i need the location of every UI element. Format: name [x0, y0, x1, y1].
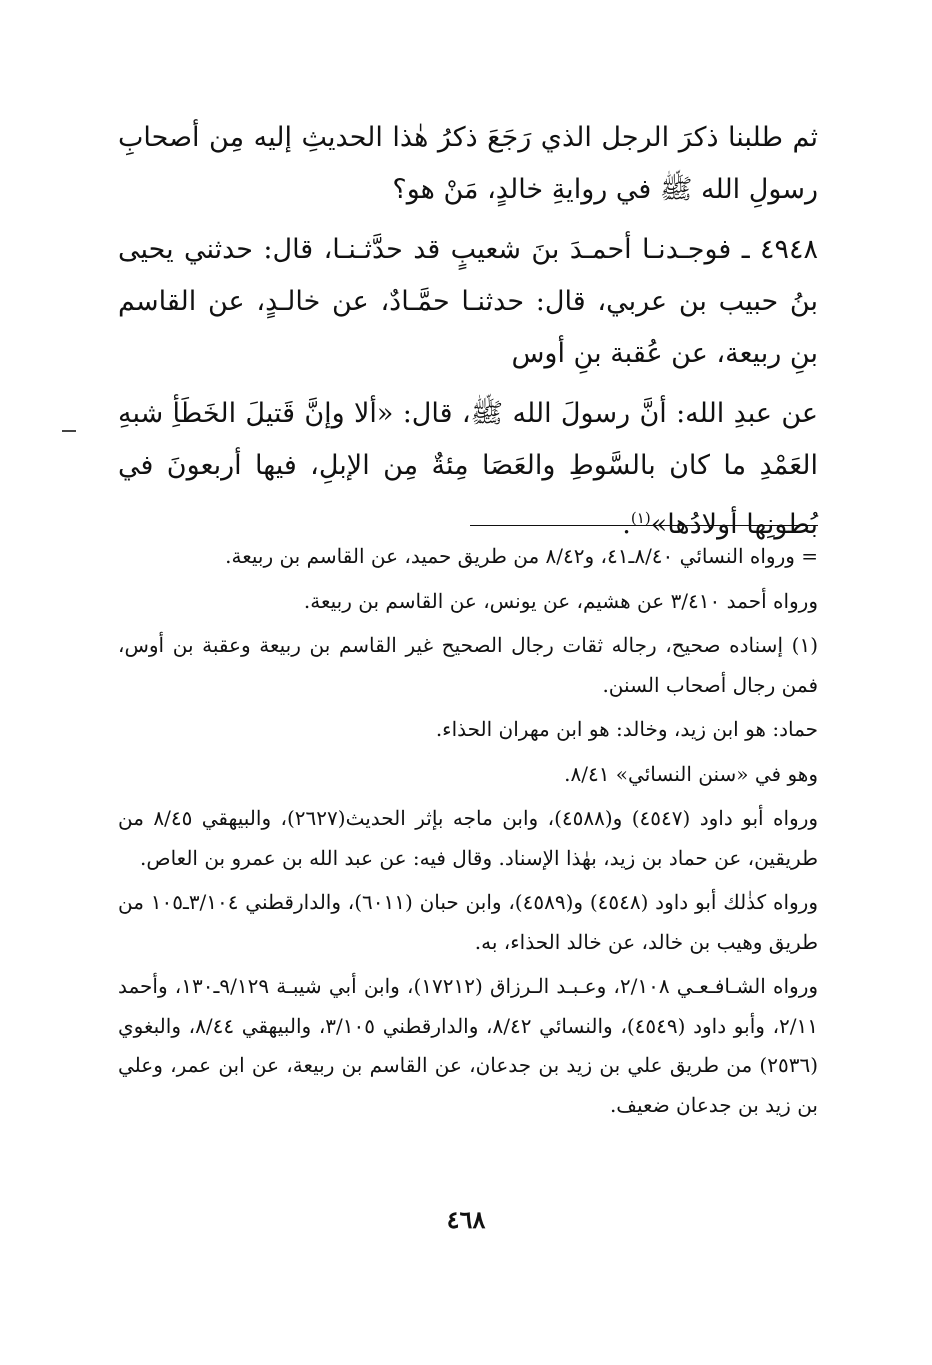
footnote-line: = ورواه النسائي ٨/٤٠ـ٤١، و٨/٤٢ من طريق حميد، عن القاسم بن ربيعة.	[225, 544, 818, 568]
main-paragraph-intro: ثم طلبنا ذكرَ الرجل الذي رَجَعَ ذكرُ هٰذا الحديثِ إليه مِن أصحابِ رسولِ الله ﷺ في روايةِ خالدٍ، مَنْ هو؟	[118, 122, 818, 205]
footnote-reference: (١)	[630, 509, 651, 527]
hadith-matn-text: عن عبدِ الله: أنَّ رسولَ الله ﷺ، قال: «ألا وإنَّ قَتيلَ الخَطَأِ شبهِ العَمْدِ ما كان بالسَّوطِ والعَصَا مِئةٌ مِن الإبلِ، فيها أربعونَ في بُطونِها أولادُها»	[118, 398, 818, 540]
footnote-line: ورواه كذٰلك أبو داود (٤٥٤٨) و(٤٥٨٩)، وابن حبان (٦٠١١)، والدارقطني ٣/١٠٤ـ١٠٥ من طريق وهيب بن خالد، عن خالد الحذاء، به.	[118, 890, 818, 954]
footnotes-block	[118, 537, 818, 1130]
hadith-matn-paragraph: عن عبدِ الله: أنَّ رسولَ الله ﷺ، قال: «ألا وإنَّ قَتيلَ الخَطَأِ شبهِ العَمْدِ ما كان بالسَّوطِ والعَصَا مِئةٌ مِن الإبلِ، فيها أربعونَ في بُطونِها أولادُها»$^{(١)}$.	[118, 398, 818, 540]
footnote-separator	[470, 525, 818, 526]
page-number: ٤٦٨	[446, 1205, 486, 1234]
footnote-line: ورواه أحمد ٣/٤١٠ عن هشيم، عن يونس، عن القاسم بن ربيعة.	[303, 588, 818, 613]
footnote-line: (١) إسناده صحيح، رجاله ثقات رجال الصحيح غير القاسم بن ربيعة وعقبة بن أوس، فمن رجال أصحاب السنن.	[118, 633, 818, 697]
hadith-isnad-paragraph: ٤٩٤٨ ـ فوجـدنـا أحمـدَ بنَ شعيبٍ قد حدَّثـنـا، قال: حدثني يحيى بنُ حبيب بن عربي، قال: حدثنـا حمَّـادٌ، عن خالـدٍ، عن القاسم بنِ ربيعة، عن عُقبة بنِ أوس	[118, 234, 818, 369]
margin-mark	[62, 430, 76, 432]
footnote-line: ورواه الشـافـعـي ٢/١٠٨، وعـبـد الـرزاق (١٧٢١٢)، وابن أبي شيبـة ٩/١٢٩ـ١٣٠، وأحمد ٢/١١، وأبو داود (٤٥٤٩)، والنسائي ٨/٤٢، والدارقطني ٣/١٠٥، والبيهقي ٨/٤٤، والبغوي (٢٥٣٦) من طريق علي بن زيد بن جدعان، عن القاسم بن ربيعة، عن ابن عمر، وعلي بن زيد بن جدعان ضعيف.	[118, 974, 819, 1117]
footnote-line: حماد: هو ابن زيد، وخالد: هو ابن مهران الحذاء.	[435, 717, 818, 741]
footnote-line: وهو في «سنن النسائي» ٨/٤١.	[564, 761, 818, 786]
footnote-line: ورواه أبو داود (٤٥٤٧) و(٤٥٨٨)، وابن ماجه بإثر الحديث(٢٦٢٧)، والبيهقي ٨/٤٥ من طريقين، عن حماد بن زيد، بهٰذا الإسناد. وقال فيه: عن عبد الله بن عمرو بن العاص.	[118, 806, 819, 870]
main-text-block	[118, 112, 818, 559]
